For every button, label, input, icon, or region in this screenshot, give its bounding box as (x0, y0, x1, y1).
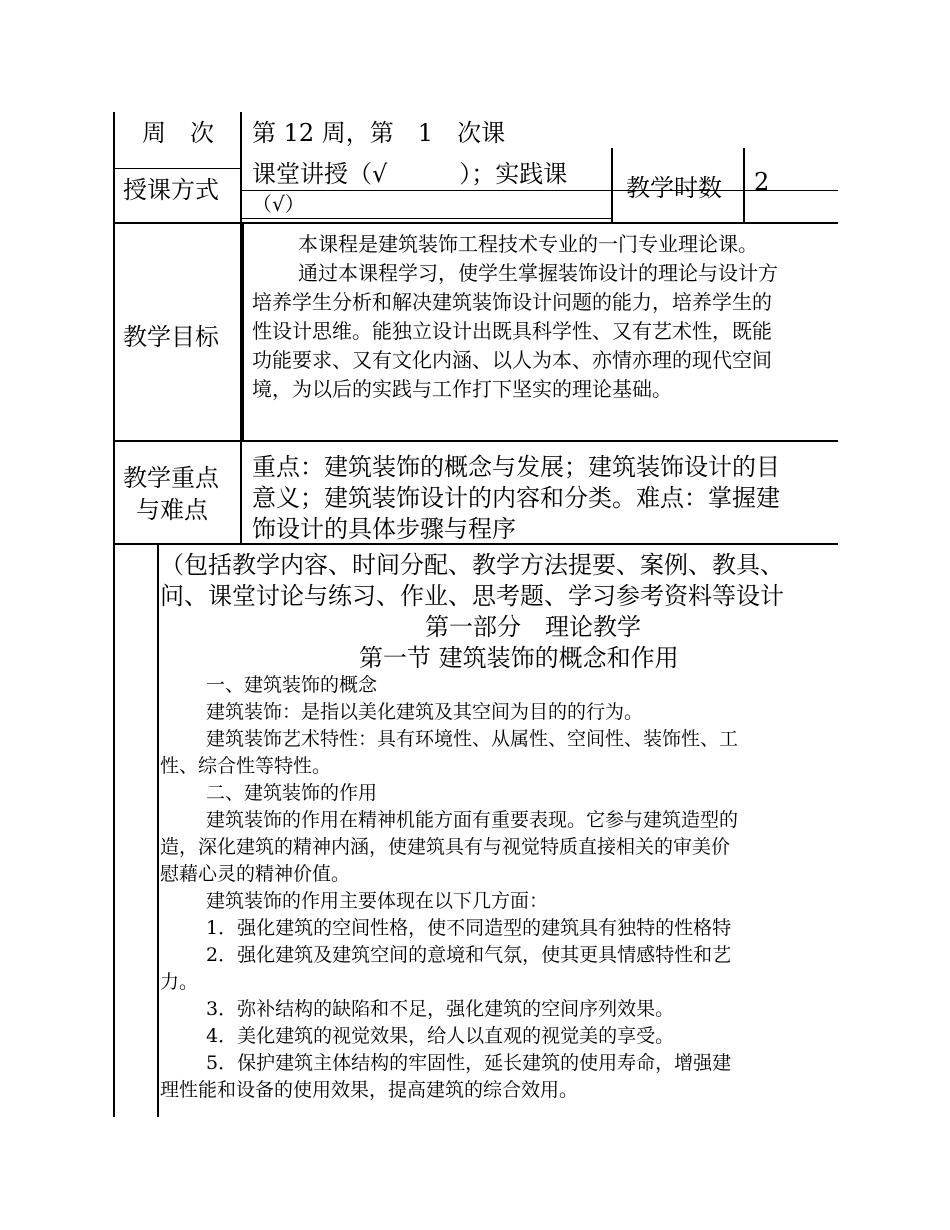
content-line-5: 二、建筑装饰的作用 (206, 782, 378, 804)
focus-line-3: 饰设计的具体步骤与程序 (252, 515, 516, 543)
hours-label: 教学时数 (626, 174, 722, 202)
content-line-9: 建筑装饰的作用主要体现在以下几方面： (206, 890, 549, 912)
content-line-2: 建筑装饰：是指以美化建筑及其空间为目的的行为。 (206, 701, 644, 723)
content-intro-line-1: （包括教学内容、时间分配、教学方法提要、案例、教具、 (160, 551, 784, 579)
content-line-15: 5．保护建筑主体结构的牢固性，延长建筑的使用寿命，增强建 (206, 1052, 732, 1074)
row-divider-mode-top (242, 190, 838, 191)
week-value: 第 12 周，第 1 次课 (252, 119, 506, 147)
content-line-12: 力。 (160, 971, 199, 993)
hours-left-divider (611, 148, 613, 222)
content-line-13: 3．弥补结构的缺陷和不足，强化建筑的空间序列效果。 (206, 998, 675, 1020)
objectives-line-1: 本课程是建筑装饰工程技术专业的一门专业理论课。 (298, 232, 758, 256)
objectives-inner-divider (242, 224, 244, 440)
content-line-3: 建筑装饰艺术特性：具有环境性、从属性、空间性、装饰性、工 (206, 728, 739, 750)
mode-value-line2: （√） (252, 192, 305, 216)
objectives-line-5: 功能要求、又有文化内涵、以人为本、亦情亦理的现代空间 (252, 348, 772, 372)
row-divider-focus (113, 440, 838, 442)
content-line-10: 1．强化建筑的空间性格，使不同造型的建筑具有独特的性格特 (206, 917, 732, 939)
content-line-4: 性、综合性等特性。 (160, 755, 332, 777)
mode-label: 授课方式 (123, 176, 219, 204)
focus-line-1: 重点：建筑装饰的概念与发展；建筑装饰设计的目 (252, 453, 780, 481)
hours-right-divider (743, 148, 745, 222)
objectives-label: 教学目标 (123, 323, 219, 351)
content-line-1: 一、建筑装饰的概念 (206, 674, 378, 696)
row-divider-week (113, 168, 240, 169)
week-label: 周 次 (142, 119, 214, 147)
content-line-14: 4．美化建筑的视觉效果，给人以直观的视觉美的享受。 (206, 1025, 675, 1047)
row-divider-mode-bottom (242, 218, 612, 219)
objectives-line-2: 通过本课程学习，使学生掌握装饰设计的理论与设计方 (298, 261, 778, 285)
content-line-16: 理性能和设备的使用效果，提高建筑的综合效用。 (160, 1079, 579, 1101)
hours-value: 2 (754, 168, 770, 196)
content-line-6: 建筑装饰的作用在精神机能方面有重要表现。它参与建筑造型的 (206, 809, 739, 831)
focus-label-line1: 教学重点 (123, 464, 219, 492)
content-intro-line-2: 问、课堂讨论与练习、作业、思考题、学习参考资料等设计 (160, 582, 784, 610)
table-left-border (113, 112, 115, 1117)
content-line-11: 2．强化建筑及建筑空间的意境和气氛，使其更具情感特性和艺 (206, 944, 732, 966)
section-title: 第一节 建筑装饰的概念和作用 (359, 644, 679, 672)
content-line-7: 造，深化建筑的精神内涵，使建筑具有与视觉特质直接相关的审美价 (160, 836, 731, 858)
content-inner-left-border (157, 544, 159, 1117)
mode-value-line1: 课堂讲授（√ ）；实践课 (252, 160, 568, 188)
objectives-line-6: 境，为以后的实践与工作打下坚实的理论基础。 (252, 377, 672, 401)
part-title: 第一部分 理论教学 (425, 613, 641, 641)
focus-label-line2: 与难点 (136, 496, 208, 524)
objectives-line-3: 培养学生分析和解决建筑装饰设计问题的能力，培养学生的 (252, 290, 772, 314)
row-divider-objectives (113, 222, 838, 224)
content-line-8: 慰藉心灵的精神价值。 (160, 863, 351, 885)
right-margin-mask (838, 100, 950, 1230)
focus-line-2: 意义；建筑装饰设计的内容和分类。难点：掌握建 (252, 484, 780, 512)
objectives-line-4: 性设计思维。能独立设计出既具科学性、又有艺术性，既能 (252, 319, 772, 343)
